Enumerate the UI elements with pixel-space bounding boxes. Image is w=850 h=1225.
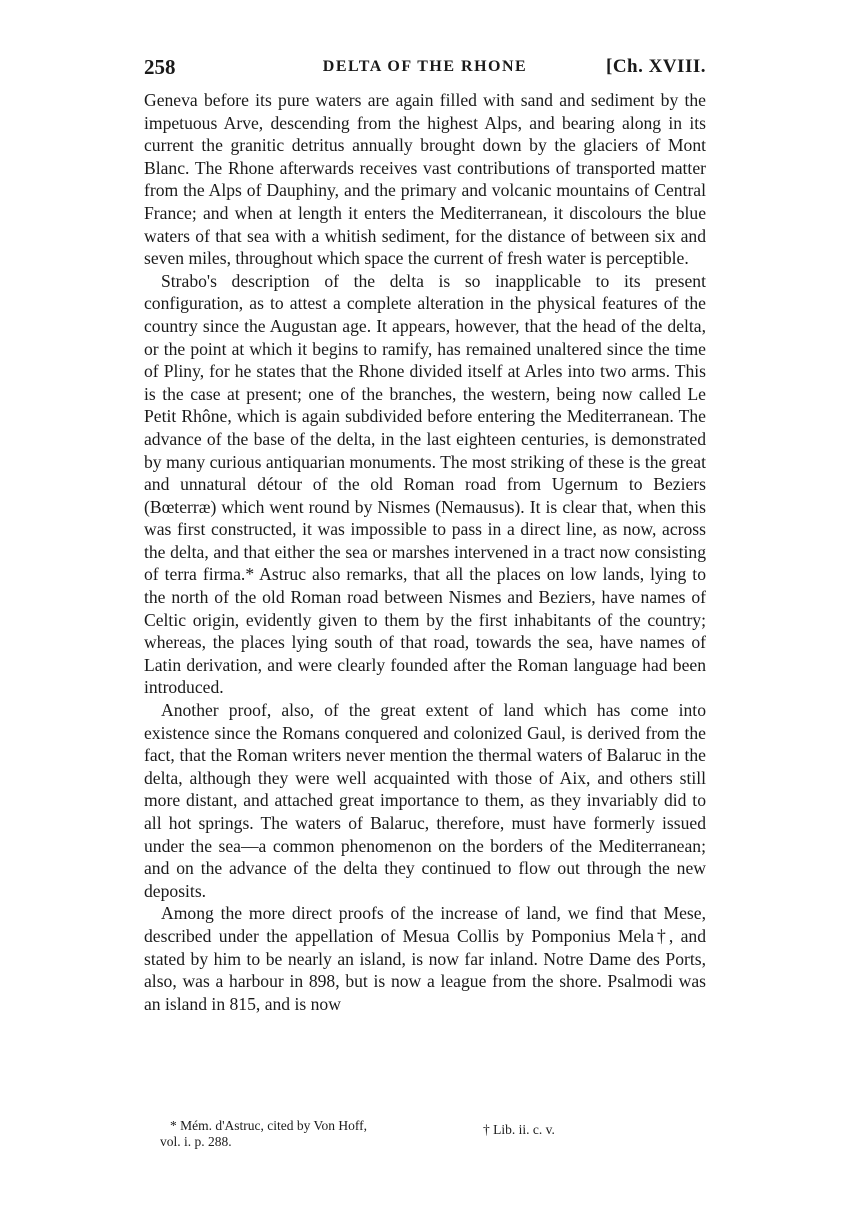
running-head (144, 52, 706, 82)
body-text (144, 89, 706, 1015)
running-title: DELTA OF THE RHONE (322, 58, 528, 75)
footnote-astruc-line-1: * Mém. d'Astruc, cited by Von Hoff, (170, 1118, 368, 1133)
paragraph-3: Another proof, also, of the great extent of land which has come into existence since the Romans conquered and colonized Gaul, is derived from the fact, that the Roman writers never mention the thermal waters of Balaruc in the delta, although they were well acquainted with those of Aix, and others still more distant, and attached great importance to them, as they invariably did to all hot springs. The waters of Balaruc, therefore, must have formerly issued under the sea—a common phenomenon on the borders of the Mediterranean; and on the advance of the delta they continued to flow out through the new deposits. (144, 700, 706, 901)
footnote-mela: † Lib. ii. c. v. (483, 1122, 555, 1137)
page-number: 258 (144, 55, 176, 79)
paragraph-1: Geneva before its pure waters are again filled with sand and sediment by the impetuous Arve, descending from the highest Alps, and bearing along in its current the granitic detritus annually brought down by the glaciers of Mont Blanc. The Rhone afterwards receives vast contributions of transported matter from the Alps of Dauphiny, and the primary and volcanic mountains of Central France; and when at length it enters the Mediterranean, it discolours the blue waters of that sea with a whitish sediment, for the distance of between six and seven miles, throughout which space the current of fresh water is perceptible. (144, 90, 706, 269)
paragraph-2: Strabo's description of the delta is so inapplicable to its present configuration, as to attest a complete alteration in the physical features of the country since the Augustan age. It appears, however, that the head of the delta, or the point at which it begins to ramify, has remained unaltered since the time of Pliny, for he states that the Rhone divided itself at Arles into two arms. This is the case at present; one of the branches, the western, being now called Le Petit Rhône, which is again subdivided before entering the Mediterranean. The advance of the base of the delta, in the last eighteen centuries, is demonstrated by many curious antiquarian monuments. The most striking of these is the great and unnatural détour of the old Roman road from Ugernum to Beziers (Bœterræ) which went round by Nismes (Nemausus). It is clear that, when this was first constructed, it was impossible to pass in a direct line, as now, across the delta, and that either the sea or marshes intervened in a tract now consisting of terra firma.* Astruc also remarks, that all the places on low lands, lying to the north of the old Roman road between Nismes and Beziers, have names of Celtic origin, evidently given to them by the first inhabitants of the country; whereas, the places lying south of that road, towards the sea, have names of Latin derivation, and were clearly founded after the Roman language had been introduced. (144, 270, 706, 698)
chapter-reference: [Ch. XVIII. (606, 56, 706, 77)
footnote-astruc (160, 1118, 430, 1150)
footnote-astruc-line-2: vol. i. p. 288. (160, 1134, 232, 1149)
book-page (144, 52, 706, 1015)
paragraph-4: Among the more direct proofs of the increase of land, we find that Mese, described under the appellation of Mesua Collis by Pomponius Mela†, and stated by him to be nearly an island, is now far inland. Notre Dame des Ports, also, was a harbour in 898, but is now a league from the shore. Psalmodi was an island in 815, and is now (144, 903, 706, 1014)
